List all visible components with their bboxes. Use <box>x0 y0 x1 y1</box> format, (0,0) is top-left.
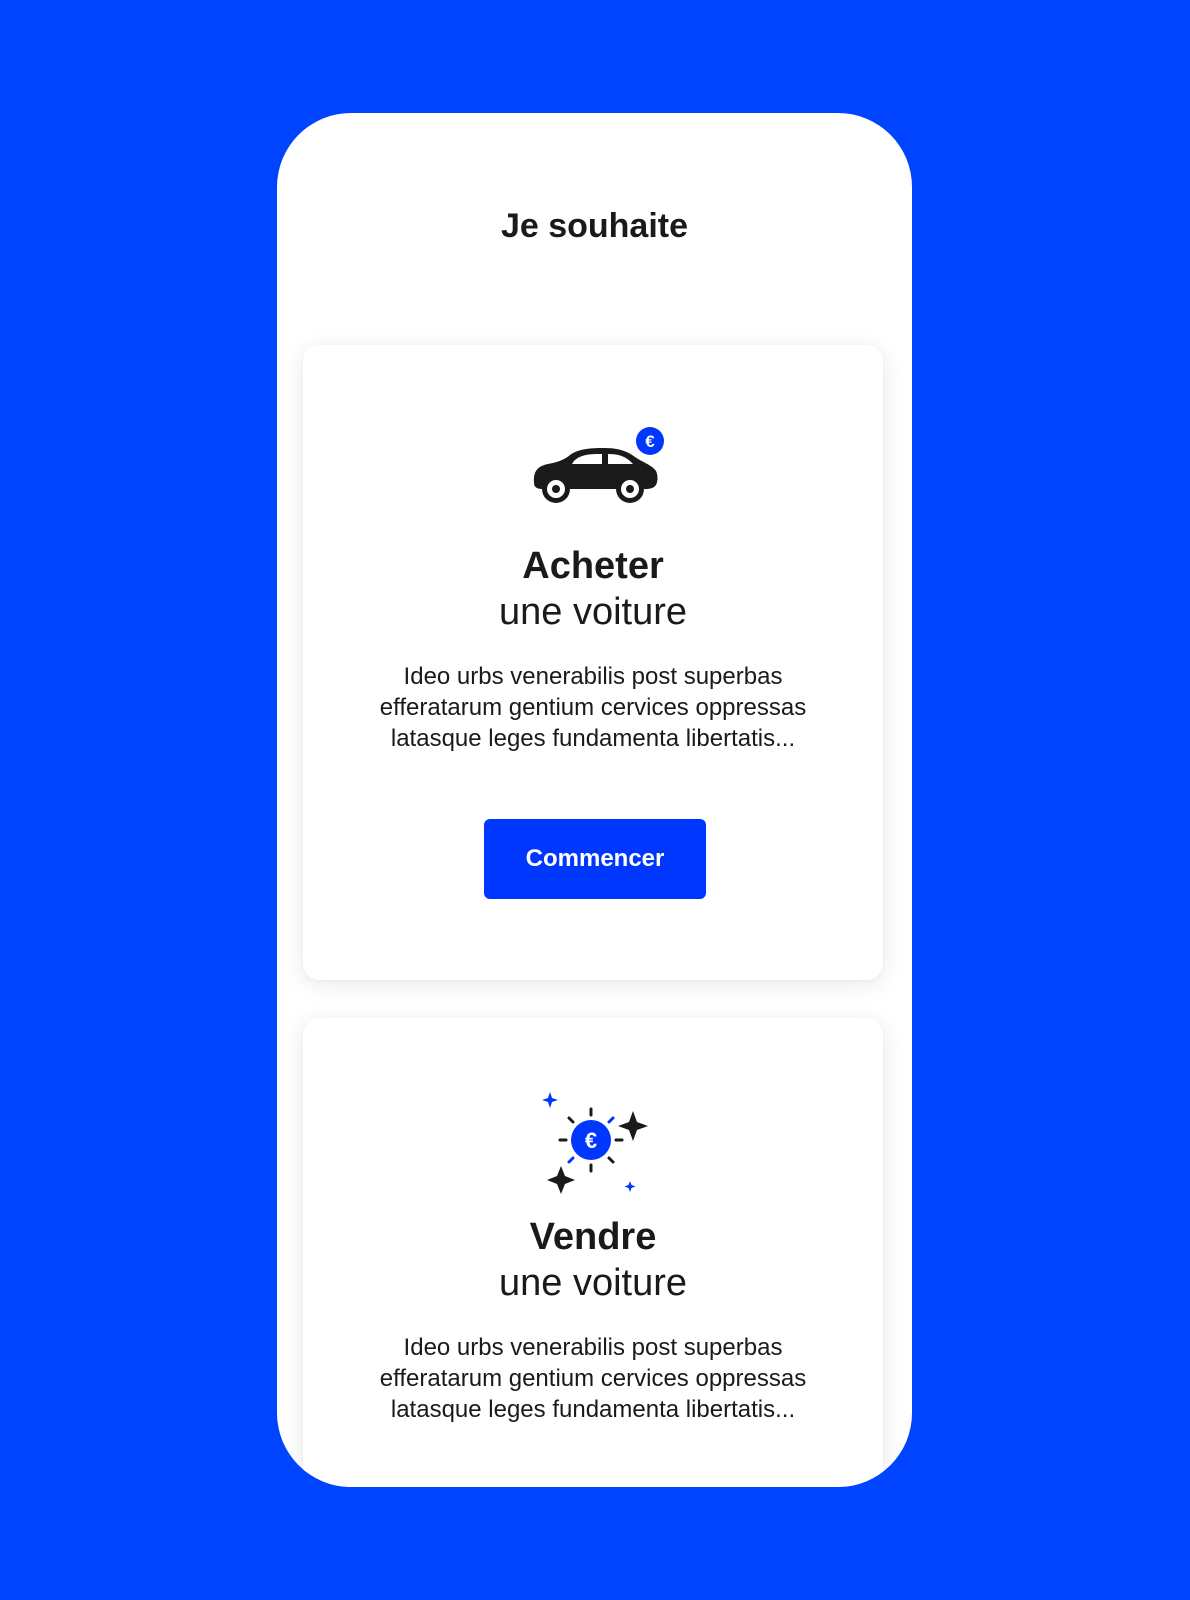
card-description: Ideo urbs venerabilis post superbas efferatarum gentium cervices oppressas latasque leges fundamenta libertatis... <box>379 1334 807 1423</box>
car-euro-icon <box>518 427 668 517</box>
card-heading <box>303 1214 883 1306</box>
card-icon-container <box>303 427 883 517</box>
card-title-bold: Acheter <box>522 545 664 587</box>
start-button[interactable]: Commencer <box>484 819 706 899</box>
card-title-bold: Vendre <box>529 1216 657 1258</box>
sparkle-euro-icon <box>533 1088 653 1198</box>
card-icon-container <box>303 1088 883 1198</box>
phone-screen <box>277 113 912 1487</box>
buy-car-card[interactable] <box>303 345 883 980</box>
page-title: Je souhaite <box>500 207 689 245</box>
card-description: Ideo urbs venerabilis post superbas efferatarum gentium cervices oppressas latasque leges fundamenta libertatis... <box>379 663 807 752</box>
sell-car-card[interactable] <box>303 1018 883 1487</box>
svg-text:€: € <box>645 432 655 451</box>
card-title-light: une voiture <box>498 591 687 633</box>
svg-text:€: € <box>584 1128 598 1153</box>
card-heading <box>303 543 883 635</box>
card-title-light: une voiture <box>498 1262 687 1304</box>
